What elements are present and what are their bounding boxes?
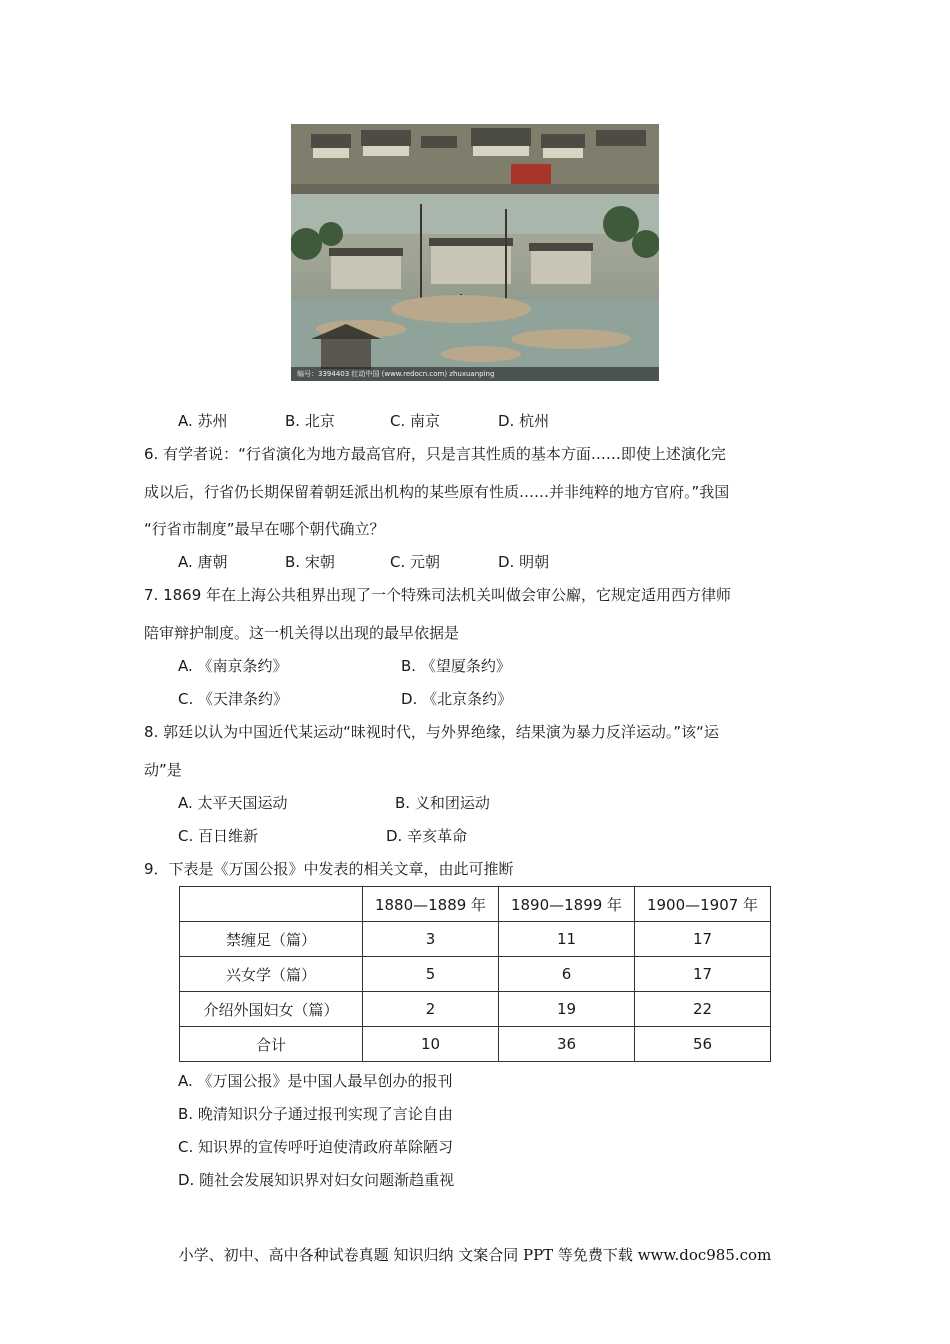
page-footer: 小学、初中、高中各种试卷真题 知识归纳 文案合同 PPT 等免费下载 www.doc985.com xyxy=(178,1246,772,1264)
riverside-painting-illustration xyxy=(291,124,659,381)
table-cell: 5 xyxy=(363,957,499,992)
q5-option-a: A. 苏州 xyxy=(178,412,228,430)
q5-option-c: C. 南京 xyxy=(390,412,441,430)
painting-figure xyxy=(291,124,659,381)
q8-option-d: D. 辛亥革命 xyxy=(386,827,468,845)
q8-stem-line-2: 动”是 xyxy=(144,761,182,779)
q6-option-d: D. 明朝 xyxy=(498,553,550,571)
q6-stem-line-1: 6. 有学者说：“行省演化为地方最高官府，只是言其性质的基本方面……即使上述演化完 xyxy=(144,445,726,463)
q9-option-c: C. 知识界的宣传呼吁迫使清政府革除陋习 xyxy=(178,1138,454,1156)
q7-option-d: D. 《北京条约》 xyxy=(401,690,513,708)
table-row xyxy=(180,992,771,1027)
figure-caption: 编号：3394403 红动中国 (www.redocn.com) zhuxuanping xyxy=(291,367,659,381)
q8-option-b: B. 义和团运动 xyxy=(395,794,490,812)
q7-option-c: C. 《天津条约》 xyxy=(178,690,289,708)
table-cell: 6 xyxy=(499,957,635,992)
q6-option-a: A. 唐朝 xyxy=(178,553,228,571)
table-header-cell: 1880—1889 年 xyxy=(363,887,499,922)
q9-option-d: D. 随社会发展知识界对妇女问题渐趋重视 xyxy=(178,1171,455,1189)
table-header-cell: 1900—1907 年 xyxy=(635,887,771,922)
q7-stem-line-1: 7. 1869 年在上海公共租界出现了一个特殊司法机关叫做会审公廨，它规定适用西方律师 xyxy=(144,586,732,604)
q5-option-d: D. 杭州 xyxy=(498,412,550,430)
table-cell: 3 xyxy=(363,922,499,957)
table-cell: 56 xyxy=(635,1027,771,1062)
q6-option-c: C. 元朝 xyxy=(390,553,441,571)
q8-option-c: C. 百日维新 xyxy=(178,827,259,845)
table-cell: 19 xyxy=(499,992,635,1027)
q7-option-a: A. 《南京条约》 xyxy=(178,657,288,675)
table-cell: 17 xyxy=(635,957,771,992)
table-cell: 10 xyxy=(363,1027,499,1062)
q9-stem: 9．下表是《万国公报》中发表的相关文章，由此可推断 xyxy=(144,860,514,878)
table-header-cell xyxy=(180,887,363,922)
table-header-row xyxy=(180,887,771,922)
table-cell: 36 xyxy=(499,1027,635,1062)
table-cell: 兴女学（篇） xyxy=(180,957,363,992)
q8-option-a: A. 太平天国运动 xyxy=(178,794,288,812)
table-cell: 2 xyxy=(363,992,499,1027)
table-cell: 合计 xyxy=(180,1027,363,1062)
table-cell: 禁缠足（篇） xyxy=(180,922,363,957)
table-row xyxy=(180,1027,771,1062)
q7-stem-line-2: 陪审辩护制度。这一机关得以出现的最早依据是 xyxy=(144,624,460,642)
q6-option-b: B. 宋朝 xyxy=(285,553,335,571)
q5-option-b: B. 北京 xyxy=(285,412,335,430)
table-row xyxy=(180,922,771,957)
table-cell: 11 xyxy=(499,922,635,957)
q9-data-table xyxy=(179,886,771,1062)
q7-option-b: B. 《望厦条约》 xyxy=(401,657,511,675)
q6-stem-line-2: 成以后，行省仍长期保留着朝廷派出机构的某些原有性质……并非纯粹的地方官府。”我国 xyxy=(144,483,730,501)
table-cell: 17 xyxy=(635,922,771,957)
q8-stem-line-1: 8. 郭廷以认为中国近代某运动“昧视时代，与外界绝缘，结果演为暴力反洋运动。”该“运 xyxy=(144,723,719,741)
table-cell: 22 xyxy=(635,992,771,1027)
table-cell: 介绍外国妇女（篇） xyxy=(180,992,363,1027)
q9-option-a: A. 《万国公报》是中国人最早创办的报刊 xyxy=(178,1072,453,1090)
table-row xyxy=(180,957,771,992)
q9-option-b: B. 晚清知识分子通过报刊实现了言论自由 xyxy=(178,1105,453,1123)
table-header-cell: 1890—1899 年 xyxy=(499,887,635,922)
q6-stem-line-3: “行省市制度”最早在哪个朝代确立？ xyxy=(144,520,385,538)
